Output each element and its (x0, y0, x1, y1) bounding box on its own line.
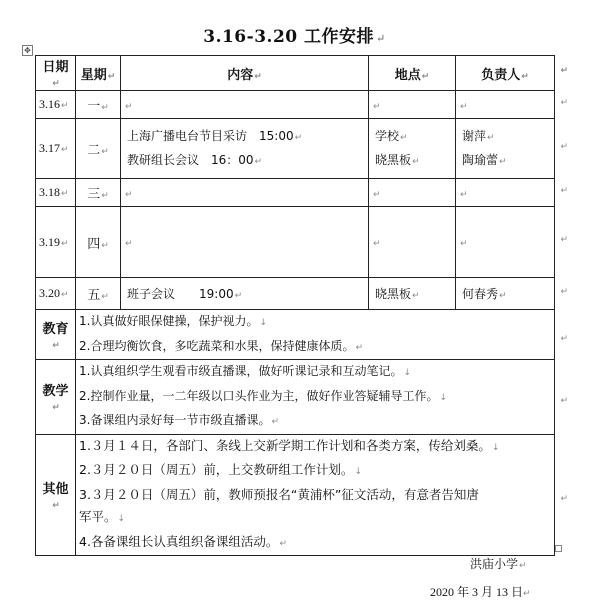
row-weekday: 五↵ (76, 278, 121, 310)
section-row-teaching (36, 360, 555, 435)
table-move-handle-icon[interactable]: ✥ (22, 45, 33, 56)
section-content: 1.３月１４日，各部门、条线上交新学期工作计划和各类方案，传给刘桑。↓ 2.３月２０日（周五）前，上交教研组工作计划。↓ 3.３月２０日（周五）前，教师预报名“黄浦杯”征文活动，有意者告知唐 军平。↓ 4.各备课组长认真组织备课组活动。↵ ↵ (76, 434, 555, 556)
table-row (36, 91, 555, 119)
row-person: ↵ ↵ (456, 179, 555, 207)
row-date: 3.17↵ (36, 119, 76, 179)
row-person: 何春秀↵ ↵ (456, 278, 555, 310)
section-row-education (36, 310, 555, 360)
row-content: 上海广播电台节目采访 15:00↵ 教研组长会议 16：00↵ (121, 119, 369, 179)
organization-name: 洪庙小学↵ (470, 557, 527, 571)
section-row-other (36, 434, 555, 556)
section-label: 教育↵ (36, 310, 76, 360)
row-content: ↵ (121, 207, 369, 278)
schedule-table (35, 55, 568, 556)
row-date: 3.20↵ (36, 278, 76, 310)
row-location: ↵ (369, 179, 456, 207)
header-location: 地点↵ (369, 56, 456, 91)
row-location: ↵ (369, 91, 456, 119)
row-person: ↵ ↵ (456, 91, 555, 119)
section-label: 其他↵ (36, 434, 76, 556)
table-row (36, 119, 555, 179)
row-location: 晓黑板↵ (369, 278, 456, 310)
row-date: 3.18↵ (36, 179, 76, 207)
row-content: ↵ (121, 179, 369, 207)
section-content: 1.认真组织学生观看市级直播课，做好听课记录和互动笔记。↓ 2.控制作业量，一二年级以口头作业为主，做好作业答疑辅导工作。↓ 3.备课组内录好每一节市级直播课。↵ ↵ (76, 360, 555, 435)
row-weekday: 二↵ (76, 119, 121, 179)
header-row (36, 56, 555, 91)
document-date: 2020 年 3 月 13 日↵ (430, 585, 531, 599)
row-content: ↵ (121, 91, 369, 119)
header-weekday: 星期↵ (76, 56, 121, 91)
section-content: 1.认真做好眼保健操，保护视力。↓ 2.合理均衡饮食，多吃蔬菜和水果，保持健康体质。↵ ↵ (76, 310, 555, 360)
table-resize-handle[interactable] (555, 545, 562, 552)
header-content: 内容↵ (121, 56, 369, 91)
row-date: 3.16↵ (36, 91, 76, 119)
row-weekday: 四↵ (76, 207, 121, 278)
table-row (36, 278, 555, 310)
row-date: 3.19↵ (36, 207, 76, 278)
table-row (36, 207, 555, 278)
row-person: 谢萍↵ 陶瑜蕾↵ ↵ (456, 119, 555, 179)
section-label: 教学↵ (36, 360, 76, 435)
row-location: 学校↵ 晓黑板↵ (369, 119, 456, 179)
row-person: ↵ ↵ (456, 207, 555, 278)
row-weekday: 三↵ (76, 179, 121, 207)
row-content: 班子会议 19:00↵ (121, 278, 369, 310)
header-person: 负责人↵ ↵ (456, 56, 555, 91)
table-row (36, 179, 555, 207)
row-weekday: 一↵ (76, 91, 121, 119)
header-date: 日期↵ (36, 56, 76, 91)
document-title: 3.16-3.20 工作安排 ↵ (203, 27, 386, 47)
row-location: ↵ (369, 207, 456, 278)
